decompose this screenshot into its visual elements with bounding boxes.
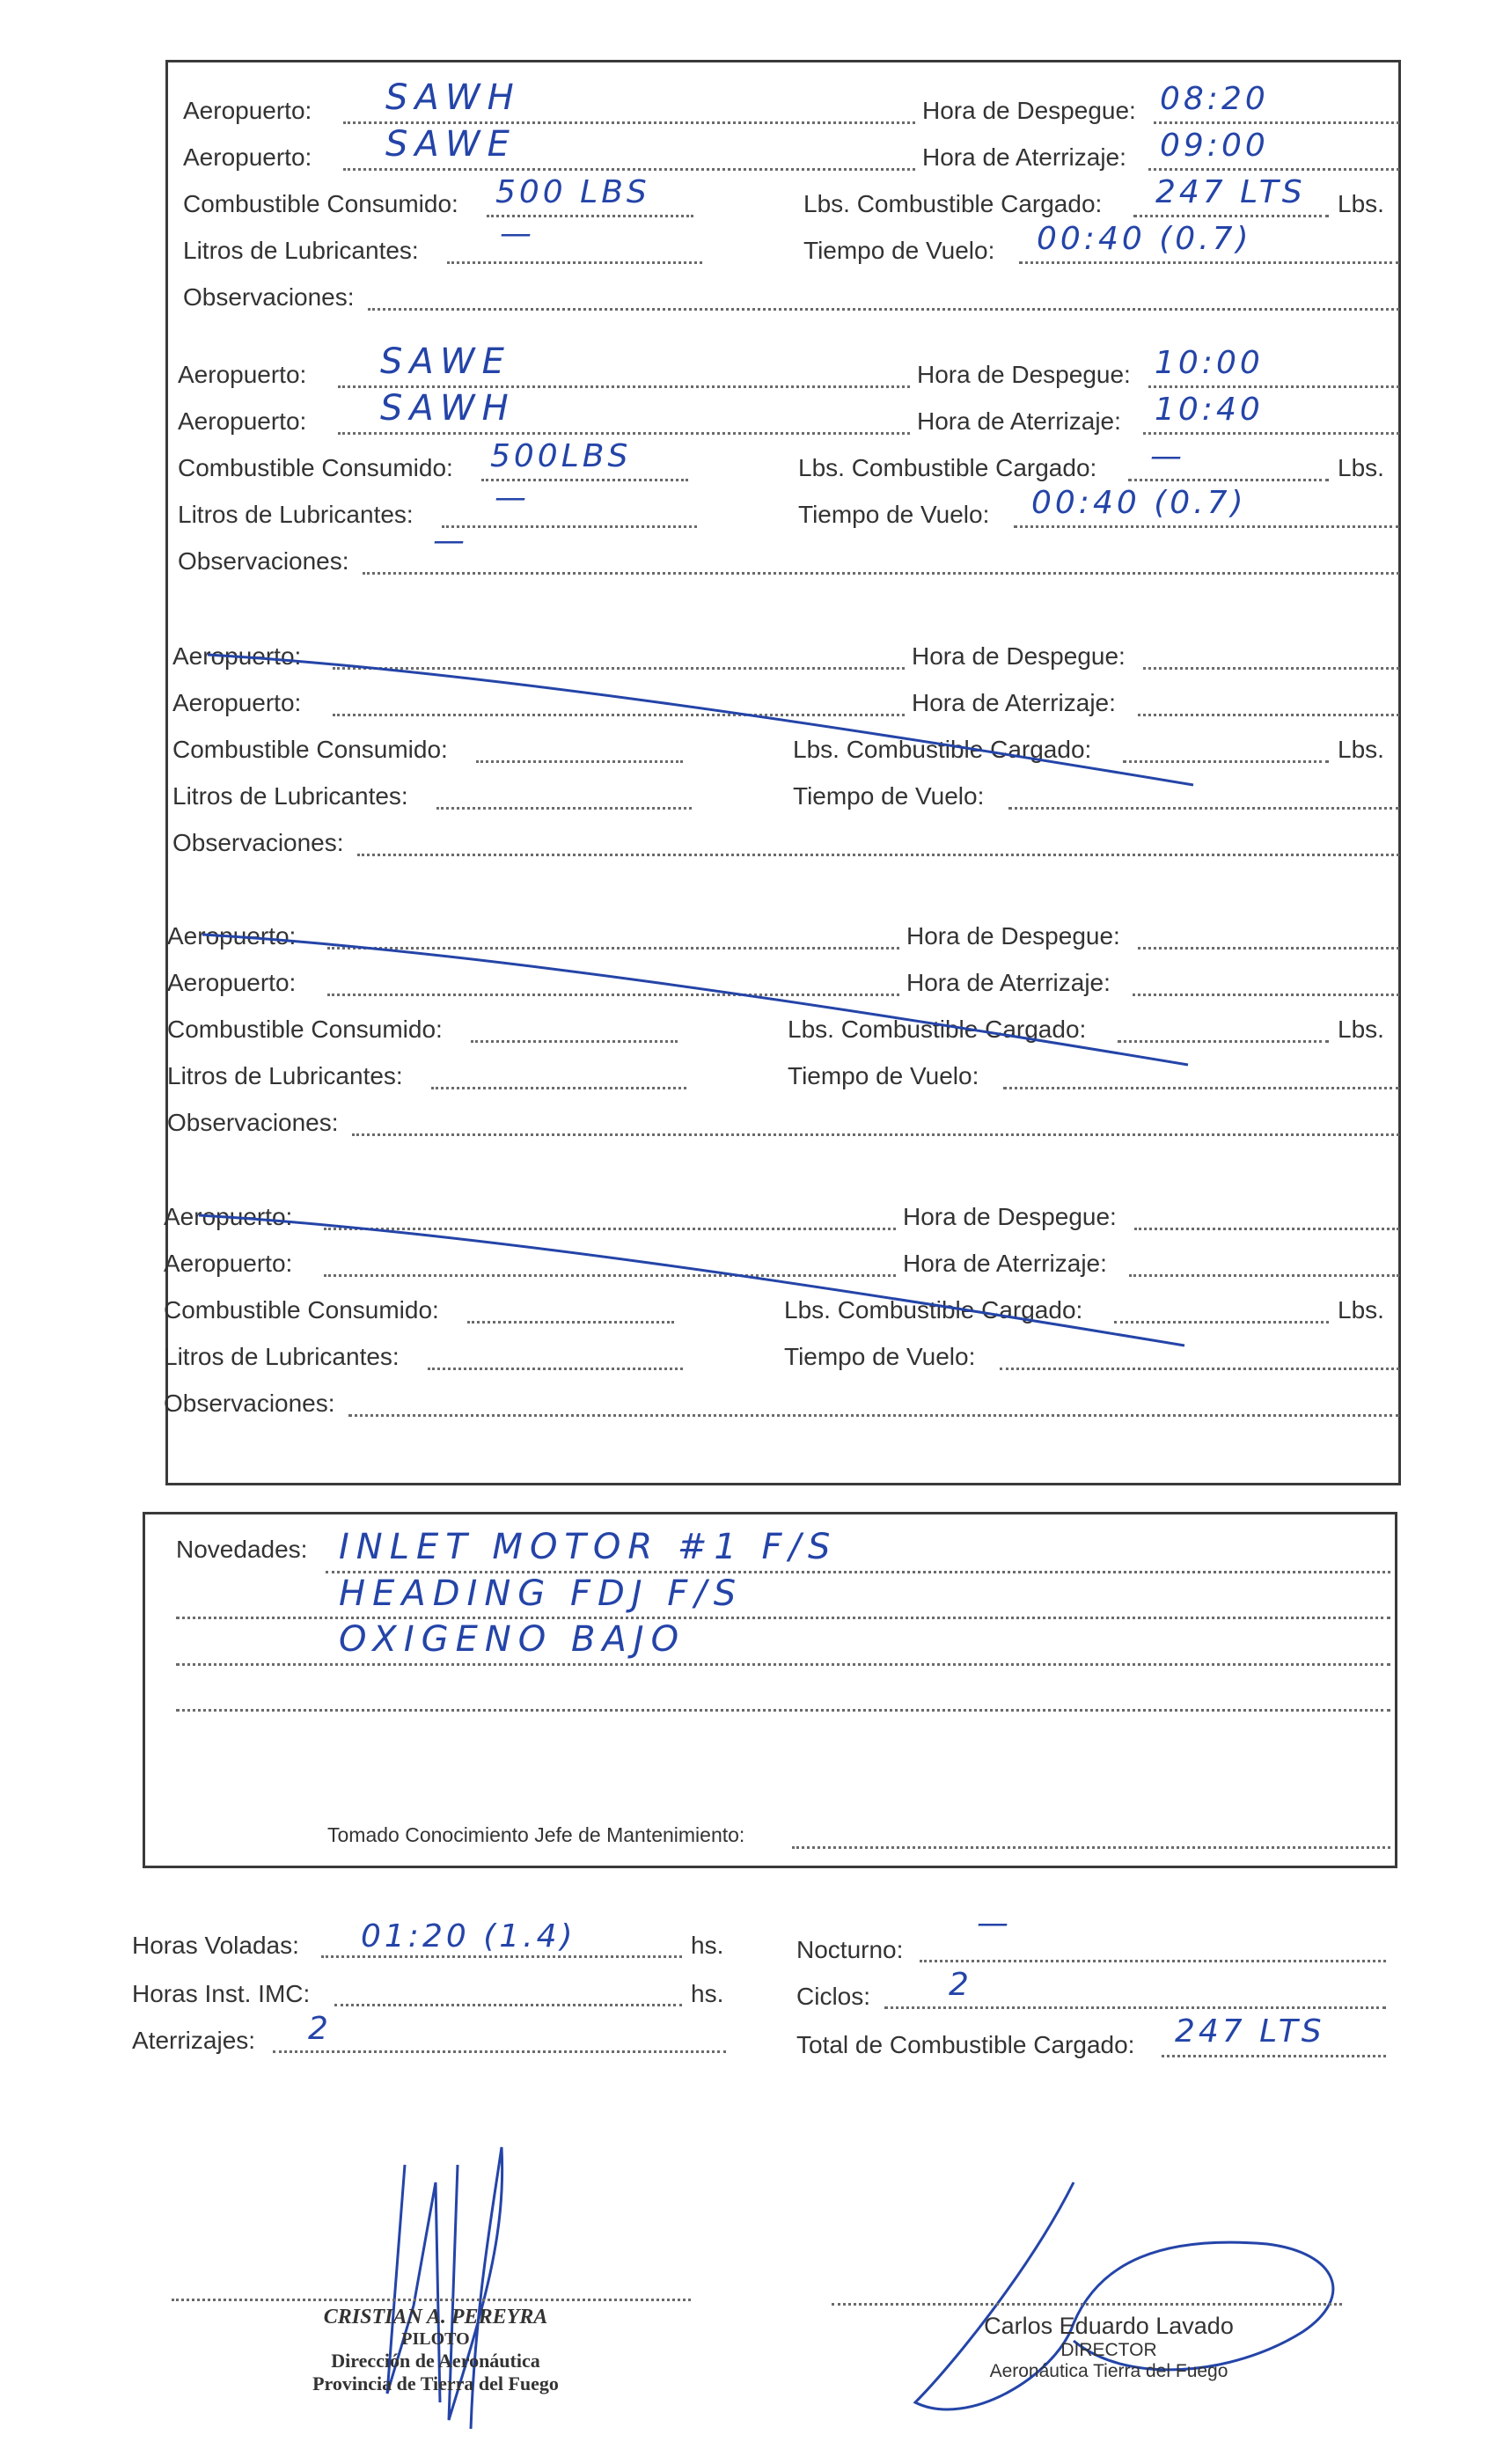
hora-despegue-label: Hora de Despegue: (917, 361, 1131, 388)
lbs-unit: Lbs. (1338, 454, 1384, 481)
hora-aterrizaje-label: Hora de Aterrizaje: (906, 969, 1111, 996)
litros-lubricantes-label: Litros de Lubricantes: (164, 1343, 400, 1370)
litros-lubricantes-label: Litros de Lubricantes: (178, 501, 414, 528)
tiempo-vuelo-value[interactable]: 00:40 (0.7) (1031, 485, 1247, 521)
aeropuerto-origen-label: Aeropuerto: (167, 922, 297, 950)
horas-voladas-value[interactable]: 01:20 (1.4) (361, 1918, 576, 1954)
observaciones-label: Observaciones: (178, 547, 349, 575)
lbs-unit: Lbs. (1338, 1016, 1384, 1043)
aeropuerto-origen-label: Aeropuerto: (172, 642, 302, 670)
observaciones-value[interactable]: — (433, 523, 468, 559)
observaciones-label: Observaciones: (172, 829, 344, 856)
ciclos-value[interactable]: 2 (949, 1967, 972, 2003)
combustible-cargado-value[interactable]: — (1150, 438, 1185, 474)
pilot-org-2: Provincia de Tierra del Fuego (312, 2372, 559, 2394)
strike-through-line (199, 1214, 1255, 1354)
combustible-consumido-label: Combustible Consumido: (183, 190, 458, 217)
lbs-unit: Lbs. (1338, 1296, 1384, 1324)
tiempo-vuelo-label: Tiempo de Vuelo: (798, 501, 990, 528)
tiempo-vuelo-label: Tiempo de Vuelo: (793, 782, 985, 810)
litros-lubricantes-label: Litros de Lubricantes: (167, 1062, 403, 1089)
combustible-consumido-value[interactable]: 500LBS (490, 438, 632, 474)
hora-aterrizaje-label: Hora de Aterrizaje: (922, 143, 1126, 171)
aeropuerto-destino-value[interactable]: SAWE (385, 124, 517, 165)
hora-aterrizaje-label: Hora de Aterrizaje: (917, 407, 1121, 435)
aeropuerto-origen-label: Aeropuerto: (164, 1203, 293, 1230)
nocturno-value[interactable]: — (977, 1905, 1012, 1941)
director-stamp (933, 2313, 1285, 2382)
combustible-consumido-label: Combustible Consumido: (172, 736, 448, 763)
combustible-cargado-label: Lbs. Combustible Cargado: (793, 736, 1092, 763)
novedades-label: Novedades: (176, 1536, 308, 1563)
aeropuerto-origen-label: Aeropuerto: (178, 361, 307, 388)
hora-aterrizaje-label: Hora de Aterrizaje: (903, 1250, 1107, 1277)
aeropuerto-origen-value[interactable]: SAWH (385, 77, 521, 118)
hora-aterrizaje-value[interactable]: 10:40 (1155, 392, 1264, 428)
tiempo-vuelo-label: Tiempo de Vuelo: (784, 1343, 976, 1370)
pilot-org-1: Dirección de Aeronáutica (331, 2350, 540, 2372)
hora-despegue-value[interactable]: 10:00 (1155, 345, 1264, 381)
litros-lubricantes-value[interactable]: — (500, 216, 535, 252)
aeropuerto-destino-value[interactable]: SAWH (380, 388, 516, 429)
novedad-line-1[interactable]: INLET MOTOR #1 F/S (339, 1527, 838, 1567)
director-signature (898, 2165, 1355, 2429)
tiempo-vuelo-label: Tiempo de Vuelo: (803, 237, 995, 264)
pilot-stamp (233, 2306, 638, 2395)
novedad-line-2[interactable]: HEADING FDJ F/S (339, 1573, 744, 1614)
aeropuerto-origen-label: Aeropuerto: (183, 97, 312, 124)
combustible-consumido-value[interactable]: 500 LBS (495, 174, 650, 210)
director-name: Carlos Eduardo Lavado (984, 2313, 1234, 2339)
combustible-cargado-label: Lbs. Combustible Cargado: (788, 1016, 1087, 1043)
strike-through-line (202, 933, 1258, 1074)
aeropuerto-destino-label: Aeropuerto: (183, 143, 312, 171)
aeropuerto-destino-label: Aeropuerto: (178, 407, 307, 435)
hora-despegue-value[interactable]: 08:20 (1160, 81, 1269, 117)
hora-despegue-label: Hora de Despegue: (906, 922, 1120, 950)
lbs-unit: Lbs. (1338, 190, 1384, 217)
combustible-cargado-label: Lbs. Combustible Cargado: (784, 1296, 1083, 1324)
combustible-consumido-label: Combustible Consumido: (167, 1016, 443, 1043)
tomado-conocimiento-label: Tomado Conocimiento Jefe de Mantenimiento: (327, 1823, 745, 1846)
strike-through-line (208, 653, 1264, 794)
observaciones-label: Observaciones: (167, 1109, 339, 1136)
horas-voladas-label: Horas Voladas: (132, 1932, 299, 1959)
ciclos-label: Ciclos: (796, 1983, 871, 2010)
combustible-cargado-label: Lbs. Combustible Cargado: (803, 190, 1103, 217)
director-role: DIRECTOR (1060, 2340, 1157, 2360)
aeropuerto-destino-label: Aeropuerto: (172, 689, 302, 716)
combustible-consumido-label: Combustible Consumido: (178, 454, 453, 481)
aeropuerto-destino-label: Aeropuerto: (167, 969, 297, 996)
total-combustible-value[interactable]: 247 LTS (1175, 2013, 1325, 2050)
horas-imc-unit: hs. (691, 1980, 724, 2007)
hora-despegue-label: Hora de Despegue: (903, 1203, 1117, 1230)
litros-lubricantes-label: Litros de Lubricantes: (183, 237, 419, 264)
observaciones-label: Observaciones: (183, 283, 355, 311)
hora-despegue-label: Hora de Despegue: (922, 97, 1136, 124)
hora-despegue-label: Hora de Despegue: (912, 642, 1126, 670)
hora-aterrizaje-value[interactable]: 09:00 (1160, 128, 1269, 164)
tiempo-vuelo-value[interactable]: 00:40 (0.7) (1037, 221, 1252, 257)
tiempo-vuelo-label: Tiempo de Vuelo: (788, 1062, 979, 1089)
aterrizajes-value[interactable]: 2 (308, 2011, 332, 2047)
nocturno-label: Nocturno: (796, 1936, 904, 1963)
combustible-cargado-label: Lbs. Combustible Cargado: (798, 454, 1097, 481)
pilot-name: CRISTIAN A. PEREYRA (323, 2306, 548, 2328)
pilot-role: PILOTO (401, 2329, 470, 2349)
lbs-unit: Lbs. (1338, 736, 1384, 763)
novedad-line-3[interactable]: OXIGENO BAJO (339, 1619, 686, 1660)
aeropuerto-origen-value[interactable]: SAWE (380, 341, 511, 382)
observaciones-label: Observaciones: (164, 1390, 335, 1417)
total-combustible-label: Total de Combustible Cargado: (796, 2031, 1135, 2058)
hora-aterrizaje-label: Hora de Aterrizaje: (912, 689, 1116, 716)
litros-lubricantes-value[interactable]: — (495, 480, 530, 516)
aterrizajes-label: Aterrizajes: (132, 2027, 256, 2054)
director-org: Aeronáutica Tierra del Fuego (989, 2361, 1228, 2381)
horas-imc-label: Horas Inst. IMC: (132, 1980, 311, 2007)
combustible-cargado-value[interactable]: 247 LTS (1155, 174, 1306, 210)
combustible-consumido-label: Combustible Consumido: (164, 1296, 439, 1324)
litros-lubricantes-label: Litros de Lubricantes: (172, 782, 408, 810)
horas-voladas-unit: hs. (691, 1932, 724, 1959)
aeropuerto-destino-label: Aeropuerto: (164, 1250, 293, 1277)
